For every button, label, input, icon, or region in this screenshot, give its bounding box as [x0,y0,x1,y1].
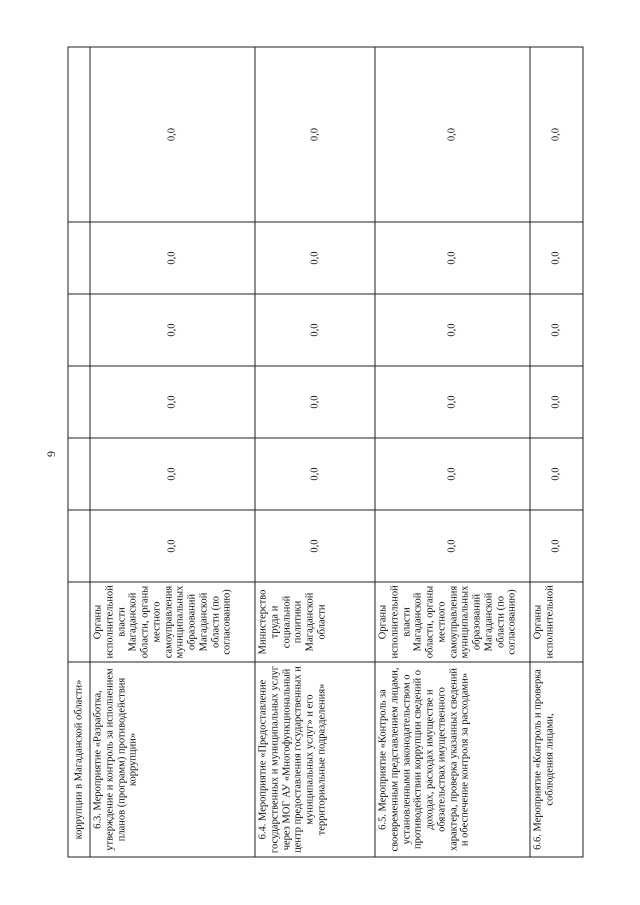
table-header-row [68,47,90,857]
table-row [530,47,583,857]
value-cell: 0,0 [90,222,255,294]
responsible-organization: Органы исполнительной власти Магаданской области, органы местного самоуправления муниципальных образований Магаданской области (по согласованию) [90,582,255,662]
value-cell: 0,0 [530,47,583,222]
value-cell: 0,0 [530,366,583,438]
value-cell: 0,0 [255,222,375,294]
responsible-organization: Органы исполнительной [530,582,583,662]
header-cell-empty [68,47,90,222]
responsible-organization: Органы исполнительной власти Магаданской области, органы местного самоуправления муниципальных образований Магаданской области (по согласованию) [375,582,530,662]
value-cell: 0,0 [530,510,583,582]
value-cell: 0,0 [255,438,375,510]
activity-title: 6.3. Мероприятие «Разработка, утверждение и контроль за исполнением планов (программ) противодействия коррупции» [90,662,255,857]
table-row [375,47,530,857]
header-cell-empty [68,294,90,366]
program-activities-table [68,47,584,858]
header-cell-empty [68,582,90,662]
value-cell: 0,0 [255,294,375,366]
value-cell: 0,0 [530,294,583,366]
activity-title: 6.4. Мероприятие «Предоставление государственных и муниципальных услуг через МОГ АУ «Многофункциональный центр предоставления государственных и муниципальных услуг» и его территориальные подразделения» [255,662,375,857]
value-cell: 0,0 [90,366,255,438]
value-cell: 0,0 [90,294,255,366]
table-row [90,47,255,857]
header-cell-empty [68,510,90,582]
value-cell: 0,0 [255,47,375,222]
value-cell: 0,0 [375,47,530,222]
header-cell-empty [68,366,90,438]
value-cell: 0,0 [375,366,530,438]
activity-title: 6.6. Мероприятие «Контроль и проверка соблюдения лицами, [530,662,583,857]
activity-title: 6.5. Мероприятие «Контроль за своевременным представлением лицами, установленными законодательством о противодействии коррупции сведений о доходах, расходах имуществе и обязательствах имущественного характера, проверка указанных сведений и обеспечение контроля за расходами» [375,662,530,857]
value-cell: 0,0 [90,47,255,222]
value-cell: 0,0 [90,438,255,510]
value-cell: 0,0 [530,222,583,294]
value-cell: 0,0 [375,294,530,366]
value-cell: 0,0 [530,438,583,510]
header-cell-empty [68,438,90,510]
value-cell: 0,0 [255,366,375,438]
value-cell: 0,0 [375,510,530,582]
page-number: 9 [44,451,58,457]
rotated-table-container [68,48,583,858]
value-cell: 0,0 [90,510,255,582]
value-cell: 0,0 [255,510,375,582]
header-cell-title: коррупции в Магаданской области» [68,662,90,857]
value-cell: 0,0 [375,222,530,294]
responsible-organization: Министерство труда и социальной политики Магаданской области [255,582,375,662]
value-cell: 0,0 [375,438,530,510]
header-cell-empty [68,222,90,294]
table-row [255,47,375,857]
